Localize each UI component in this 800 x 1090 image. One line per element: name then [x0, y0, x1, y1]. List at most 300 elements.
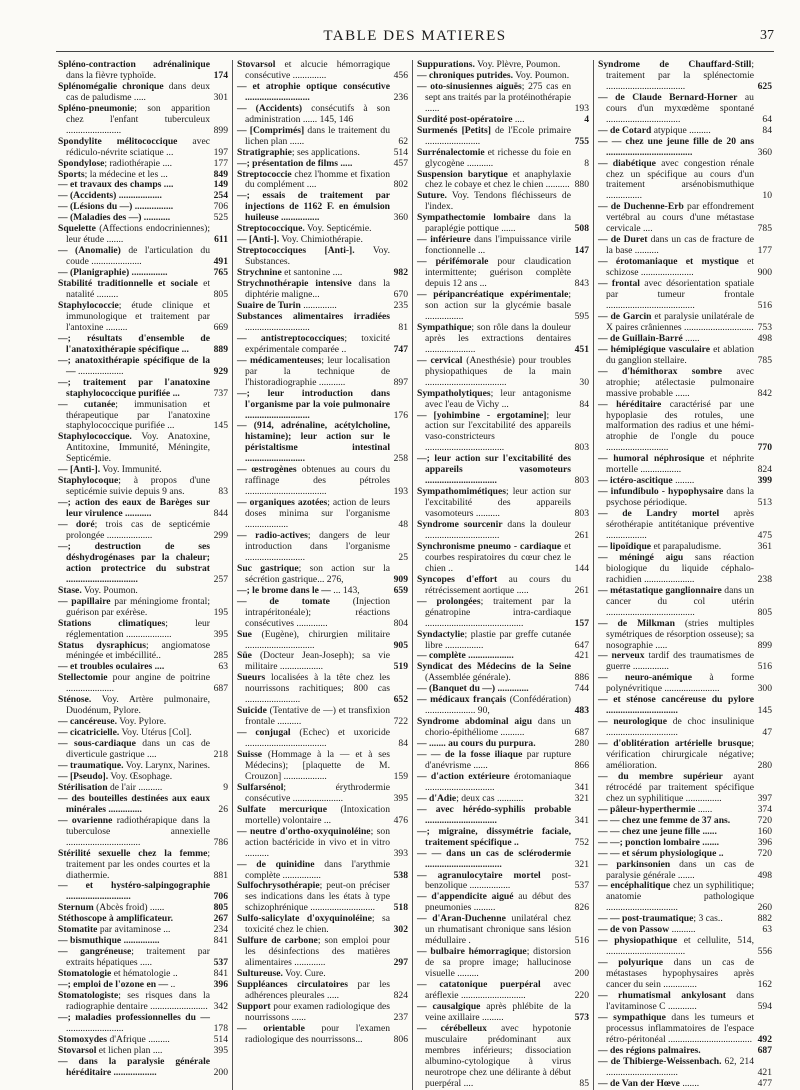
index-entry [598, 860, 772, 882]
index-entry [417, 542, 589, 575]
index-term: — de Garcin [598, 310, 652, 322]
index-term: Suisse [237, 749, 263, 761]
index-entry [417, 170, 589, 192]
index-term: Stratigraphie [237, 146, 292, 158]
index-entry [237, 334, 408, 356]
index-page-ref: 909 [393, 573, 408, 585]
index-text: par méningiome frontal; guérison par exérèse. [66, 595, 210, 618]
index-page-ref: 687 [213, 683, 228, 695]
index-term: — d'appendicite aigué [417, 891, 514, 903]
index-term: — organiques azotées [237, 497, 328, 509]
index-term: —; migraine, dissymétrie faciale, traitement spécifique .. [417, 825, 571, 848]
index-term: Staphylococcique. [58, 431, 132, 443]
index-entry [598, 137, 772, 159]
index-text: ; sa toxicité chez le chien. [245, 913, 391, 936]
index-entry [598, 312, 772, 334]
index-entry [237, 750, 408, 783]
index-entry [417, 257, 589, 290]
index-text: avec congestion rénale chez un spécifique au cours d'un traitement arsénobismuthique ............... [606, 157, 754, 202]
index-term: — traumatique. [58, 760, 124, 771]
index-entry [417, 892, 589, 914]
index-entry [598, 257, 772, 279]
index-term: — causalgique [417, 1000, 481, 1012]
index-term: — — chez une femme de 37 ans. [598, 814, 731, 826]
index-page-ref: 475 [757, 529, 772, 541]
index-term: — frontal [598, 278, 640, 290]
index-page-ref: 457 [393, 157, 408, 169]
index-page-ref: 374 [757, 803, 772, 815]
index-text: et lichen plan .... [96, 1044, 163, 1056]
index-page-ref: 84 [579, 398, 589, 410]
index-term: — encéphalitique [598, 880, 671, 892]
index-text: ........................ [66, 1022, 124, 1034]
index-term: Stabilité traditionnelle et sociale [58, 278, 198, 290]
index-page-ref: 785 [757, 354, 772, 366]
index-term: Strychnine [237, 267, 282, 279]
index-text: ................... [75, 365, 124, 377]
index-term: — œstrogènes [237, 464, 297, 476]
index-term: — périfémorale [417, 256, 489, 268]
index-term: — (Anomalie) [58, 245, 121, 257]
index-page-ref: 498 [757, 869, 772, 881]
index-entry [417, 487, 589, 520]
index-entry [237, 651, 408, 673]
index-text: ; vérification chirurgicale négative; amélioration. [606, 738, 754, 771]
index-page-ref: 145 [757, 705, 772, 717]
index-text: ; plastie par greffe cutanée libre ................ [425, 628, 571, 651]
index-entry [598, 717, 772, 739]
index-term: Streptococcique. [237, 223, 305, 235]
index-term: — hémiplégique vasculaire [598, 343, 711, 355]
index-term: — radio-actives [237, 529, 308, 541]
index-entry [58, 60, 228, 82]
index-entry [598, 586, 772, 619]
index-page-ref: 399 [757, 475, 772, 487]
index-text: unilatéral chez un rhumatisant chronique sans lésion médullaire . [425, 913, 571, 947]
index-entry [237, 60, 408, 82]
index-term: Sulfarsénol [237, 781, 284, 793]
index-term: —; emploi de l'ozone en — [58, 979, 169, 991]
index-entry [417, 827, 589, 849]
index-text: par les adhérences pleurales ..... [245, 979, 390, 1002]
index-page-ref: 360 [393, 212, 408, 224]
index-entry [598, 1057, 772, 1079]
index-term: Stéthoscope à amplificateur. [58, 913, 174, 925]
index-text: ...... [682, 332, 700, 344]
index-text: (Tentative de —) et transfixion frontale .......... [245, 705, 390, 728]
index-entry [598, 651, 772, 673]
index-text: ...... [695, 803, 713, 815]
index-entry [58, 432, 228, 465]
index-entry [598, 400, 772, 455]
index-text: par avitaminose ... [97, 924, 171, 936]
index-entry [237, 1002, 408, 1024]
index-entry [237, 421, 408, 465]
index-text: ; 3 cas.. [693, 913, 723, 925]
index-page-ref: 476 [393, 814, 408, 826]
index-term: — de tomate [237, 595, 330, 607]
index-text: dans un cancer du col utérin ..................................... [606, 584, 754, 618]
index-page-ref: 625 [757, 80, 772, 92]
index-term: Sternum [58, 902, 94, 914]
index-page-ref: 843 [574, 278, 589, 290]
index-entry [237, 706, 408, 728]
index-entry [598, 881, 772, 914]
index-term: Suppurations. [417, 59, 475, 70]
index-text: de l'air .......... [107, 781, 163, 793]
index-page-ref: 770 [757, 442, 772, 454]
index-term: — cérébelleux [417, 1022, 487, 1034]
index-text: dans la diphtérie maligne... [245, 278, 390, 301]
index-entry [237, 389, 408, 422]
index-entry [598, 60, 772, 93]
index-entry [417, 717, 589, 739]
index-term: — bismuthique ............... [58, 935, 160, 947]
index-page-ref: 805 [757, 606, 772, 618]
index-text: dans la douleur ............................... [425, 519, 571, 541]
index-entry [417, 695, 589, 717]
index-page-ref: 905 [393, 639, 408, 651]
index-text: pour claudication intermittente; guérison complète depuis 12 ans ... [425, 256, 572, 290]
index-text: (Assemblée générale). [425, 672, 511, 684]
index-entry [58, 334, 228, 356]
index-term: — prolongées [417, 595, 481, 607]
index-term: Sultureuse. [237, 968, 283, 980]
index-entry [417, 805, 589, 827]
index-text: (Abcès froid) ...... [93, 902, 165, 914]
index-page-ref: 257 [213, 573, 228, 585]
index-term: — péripancréatique expérimentale [417, 289, 569, 301]
index-page-ref: 341 [574, 814, 589, 826]
index-text: après sérothérapie antitétanique préventive ................. [606, 508, 754, 541]
index-page-ref: 889 [213, 343, 228, 355]
index-entry [237, 805, 408, 827]
index-page-ref: 518 [393, 902, 408, 914]
index-entry [58, 673, 228, 695]
index-text: pour l'examen radiologique des nourrissons... [245, 1022, 391, 1045]
index-term: — (Lésions du —) ................ [58, 201, 174, 213]
index-page-ref: 299 [213, 529, 228, 541]
index-page-ref: 63 [218, 661, 228, 673]
index-term: — et atrophie optique consécutive ........................... [237, 80, 390, 103]
index-term: Stovarsol [58, 1044, 97, 1056]
index-entry [417, 411, 589, 455]
index-term: Staphylococcie [58, 299, 119, 311]
index-term: — — et sérum physiologique .. [598, 847, 724, 859]
index-entry [417, 597, 589, 630]
index-page-ref: 342 [213, 1000, 228, 1012]
index-page-ref: 706 [213, 201, 228, 213]
index-page-ref: 395 [213, 628, 228, 640]
index-page-ref: 162 [757, 979, 772, 991]
index-page-ref: 880 [574, 179, 589, 191]
index-entry [237, 82, 408, 104]
index-page-ref: 280 [757, 760, 772, 771]
index-column-2 [235, 60, 410, 1090]
index-term: — — chez une jeune fille ...... [598, 825, 717, 837]
index-text: .......... [669, 924, 696, 936]
index-term: — diabétique [598, 157, 656, 169]
index-page-ref: 396 [757, 836, 772, 848]
index-page-ref: 361 [757, 540, 772, 552]
index-page-ref: 234 [213, 924, 228, 936]
index-entry [237, 1024, 408, 1046]
index-column-3 [415, 60, 591, 1090]
index-text: par rupture d'anévrisme ...... [425, 749, 571, 771]
index-page-ref: 64 [762, 113, 772, 125]
index-page-ref: 218 [213, 749, 228, 761]
index-page-ref: 498 [757, 332, 772, 344]
index-text: atypique ......... [651, 124, 711, 136]
index-term: Suaire de Turin [237, 299, 301, 311]
index-term: Sténose. [58, 694, 92, 706]
index-text: (Hommage à la — et à ses Médecins); [plaquette de M. Crouzon] .................. [245, 749, 390, 782]
index-page-ref: 48 [398, 519, 408, 531]
index-page-ref: 25 [398, 551, 408, 563]
index-entry [237, 673, 408, 706]
index-text: ; son action sur la sécrétion gastrique... 276, [245, 562, 390, 585]
index-page-ref: 258 [393, 453, 408, 465]
index-term: —; action des eaux de Barèges sur leur virulence ........... [58, 497, 210, 520]
index-page-ref: 83 [218, 486, 228, 498]
index-term: — de Thibierge-Weissenbach. [598, 1055, 722, 1067]
index-text: ; son apparition chez l'enfant tuberculeux ....................... [66, 102, 210, 136]
index-text: Voy. Chimiothérapie. [279, 234, 363, 246]
index-text: .............. [300, 299, 337, 311]
index-entry [417, 520, 589, 542]
index-text: .... [512, 113, 525, 125]
index-entry [417, 1024, 589, 1090]
index-entry [237, 465, 408, 498]
index-text: dans un cas de paralysie générale ....... [606, 858, 754, 881]
index-page-ref: 844 [213, 508, 228, 520]
index-page-ref: 395 [213, 1044, 228, 1056]
index-term: —; essais de traitement par injections de 1162 F. en émulsion huileuse ................ [237, 190, 390, 224]
index-page-ref: 63 [762, 924, 772, 936]
index-term: — [yohimbine - ergotamine] [417, 409, 547, 421]
index-entry [58, 246, 228, 268]
index-term: — — post-traumatique [598, 913, 694, 925]
index-term: —; résultats d'ensemble de l'anatoxithérapie spécifique ... [58, 332, 210, 355]
index-text: dans le traitement du lichen plan ...... [245, 124, 390, 147]
index-page-ref: 806 [393, 1033, 408, 1045]
index-text: (Docteur Jean-Joseph); sa vie militaire .................. [245, 650, 390, 673]
index-page-ref: 267 [213, 913, 228, 925]
index-entry [417, 849, 589, 871]
index-entry [417, 630, 589, 652]
index-entry [598, 695, 772, 717]
index-text: Voy. Larynx, Narines. [123, 760, 210, 771]
index-text: ; la médecine et les ... [84, 168, 168, 180]
index-page-ref: 514 [213, 1033, 228, 1045]
index-entry [237, 531, 408, 564]
index-term: — ....... au cours du purpura. [417, 738, 536, 750]
index-term: — du membre supérieur [598, 770, 723, 782]
index-text: post-benzolique ................. [425, 869, 571, 892]
index-term: — gangréneuse [58, 946, 132, 958]
index-page-ref: 483 [574, 705, 589, 717]
index-page-ref: 900 [757, 267, 772, 279]
index-text: et schizose ...................... [606, 256, 755, 279]
index-text: ; peut-on préciser ses indications dans les états à type schizophrénique ........................... [245, 880, 390, 914]
index-page-ref: 802 [393, 179, 408, 191]
index-text: (Injection intrapéritonéale); réactions consécutives ............. [245, 595, 390, 629]
index-text: dans la psychose périodique. [606, 486, 754, 509]
index-entry [237, 827, 408, 860]
index-entry [237, 980, 408, 1002]
index-text: (Intoxication mortelle) volontaire ... [245, 803, 391, 826]
index-term: — (Maladies des —) ........... [58, 212, 171, 224]
index-text: (Echec) et uxoricide .................................. [245, 727, 390, 750]
index-term: — de Milkman [598, 617, 675, 629]
index-text: ; 275 cas en sept ans traités par la protéinothérapie ...... [425, 80, 572, 114]
index-entry [598, 487, 772, 509]
index-entry [58, 881, 228, 903]
index-column-4 [596, 60, 774, 1090]
index-text: .. [168, 979, 176, 991]
index-page-ref: 26 [218, 803, 228, 815]
index-text: et alcucie hémorragique consécutive .............. [245, 59, 390, 81]
index-entry [598, 991, 772, 1013]
index-entry [237, 564, 408, 586]
index-text: Voy. Poumon. [81, 584, 138, 596]
index-page-ref: 341 [574, 781, 589, 793]
index-term: — orientable [237, 1022, 305, 1034]
header-rule [56, 51, 774, 52]
index-entry [417, 947, 589, 980]
index-term: Surdité post-opératoire [417, 113, 513, 125]
index-term: —; destruction de ses déshydrogénases par la chaleur; action protectrice du substrat .............................. [58, 540, 210, 585]
index-entry [417, 126, 589, 148]
index-term: — cancéreuse. [58, 716, 117, 728]
index-entry [58, 794, 228, 816]
index-page-ref: 301 [213, 91, 228, 103]
index-term: — de Van der Hœve [598, 1077, 680, 1089]
index-text: dans un cas de métastases hypophysaires après cancer du sein .............. [606, 957, 755, 991]
index-term: — nerveux [598, 650, 645, 662]
index-text: par effondrement vertébral au cours d'une métastase cervicale .... [606, 201, 754, 235]
index-term: — et troubles oculaires .... [58, 661, 165, 673]
index-term: — humoral néphrosique [598, 453, 705, 465]
index-page-ref: 881 [213, 869, 228, 881]
index-entry [598, 553, 772, 586]
index-text: tardif des traumatismes de guerre ............... [606, 650, 754, 673]
index-term: — de Cotard [598, 124, 652, 136]
index-text: consécutifs à son administration ...... 145, 146 [245, 102, 390, 125]
index-entry [598, 367, 772, 400]
index-term: — —; ponction lombaire ....... [598, 836, 720, 848]
index-entry [417, 389, 589, 411]
index-page-ref: 195 [213, 606, 228, 618]
index-page-ref: 982 [393, 267, 408, 279]
index-page-ref: 30 [579, 376, 589, 388]
index-entry [58, 400, 228, 433]
index-term: — (Planigraphie) ............... [58, 267, 168, 279]
index-entry [598, 1013, 772, 1046]
index-page-ref: 899 [757, 639, 772, 651]
index-entry [58, 816, 228, 849]
index-entry [58, 597, 228, 619]
index-term: Staphylocoque [58, 475, 119, 487]
index-term: — (914, adrénaline, acétylcholine, histamine); leur action sur le péristaltisme intestinal ......................... [237, 420, 390, 465]
index-page-ref: 147 [574, 245, 589, 257]
index-term: — sous-cardiaque [58, 738, 136, 750]
index-term: —; leur introduction dans l'organisme par la voie pulmonaire ........................... [237, 387, 390, 421]
index-text: au cours d'un myxœdème spontané ............................... [606, 91, 754, 125]
index-term: — de Landry mortel [598, 508, 720, 520]
index-text: dans les tumeurs et processus inflammatoires de l'espace rétro-péritonéal ................................... [606, 1011, 754, 1045]
index-entry [598, 673, 772, 695]
index-page-ref: 753 [757, 321, 772, 333]
index-page-ref: 261 [574, 584, 589, 596]
index-page-ref: 395 [393, 792, 408, 804]
index-term: — bulbaire hémorragique [417, 946, 527, 958]
index-term: Suture. [417, 190, 447, 202]
index-text: et paralysie unilatérale de X paires crâniennes ............................. [606, 310, 754, 333]
index-text: Voy. Tendons fléchisseurs de l'index. [425, 190, 571, 213]
index-entry [58, 224, 228, 246]
index-entry [237, 170, 408, 192]
index-page-ref: 302 [393, 924, 408, 936]
index-term: — neuro-anémique [598, 672, 692, 684]
index-page-ref: 176 [393, 409, 408, 421]
index-term: Stérilisation [58, 781, 108, 793]
index-entry [598, 279, 772, 312]
index-entry [237, 246, 408, 268]
index-term: Syndactylie [417, 628, 465, 640]
index-text: ; deux cas ........... [456, 792, 524, 804]
index-term: Sulfo-salicylate d'oxyquinoléine [237, 913, 372, 925]
index-page-ref: 397 [757, 792, 772, 804]
index-page-ref: 300 [757, 683, 772, 695]
index-page-ref: 285 [213, 650, 228, 662]
index-page-ref: 841 [213, 935, 228, 947]
index-text: et cellulite, 514, ................................. [606, 935, 754, 958]
index-page-ref: 785 [757, 223, 772, 235]
index-text: Voy. Artère pulmonaire, Duodénum, Pylore. [66, 694, 210, 717]
index-term: Stérilité sexuelle chez la femme [58, 847, 208, 859]
index-text: ; son action sur la glycémie basale ................ [425, 289, 571, 322]
index-text: Voy. Utérus [Col]. [119, 727, 192, 739]
index-page-ref: 160 [757, 825, 772, 837]
index-term: Sulfochrysothérapie [237, 880, 320, 892]
index-term: —; anatoxithérapie spécifique de la — [58, 354, 210, 377]
index-text: dans l'impuissance virile fonctionnelle ... [425, 234, 571, 257]
index-text: et ablation du ganglion stellaire. [606, 343, 754, 366]
index-text: dans un chorio-épithéliome .......... [425, 716, 571, 739]
index-text: 62, 214 .............................. [606, 1055, 754, 1078]
index-term: Spléno-pneumonie [58, 102, 135, 114]
index-entry [58, 619, 228, 641]
index-page-ref: 321 [574, 792, 589, 804]
index-term: — de Claude Bernard-Horner [598, 91, 738, 103]
index-page-ref: 200 [213, 1066, 228, 1078]
index-page-ref: 84 [762, 124, 772, 136]
index-term: Syndrome de Chauffard-Still [598, 59, 752, 70]
index-term: — [Anti-]. [237, 234, 280, 246]
index-entry [58, 991, 228, 1013]
index-term: — des bouteilles destinées aux eaux minérales .............. [58, 792, 210, 815]
index-term: — érotomaniaque et mystique [598, 256, 739, 268]
index-term: — complète ................... [417, 650, 514, 662]
index-term: Streptococcie [237, 168, 292, 180]
index-text: ayant rétrocédé par traitement spécifique chez un syphilitique ............... [606, 770, 754, 804]
index-page-ref: 238 [757, 573, 772, 585]
index-text: d'Afrique ......... [107, 1033, 170, 1045]
index-entry [58, 82, 228, 104]
index-term: — cervical [417, 354, 463, 366]
index-page-ref: 670 [393, 289, 408, 301]
